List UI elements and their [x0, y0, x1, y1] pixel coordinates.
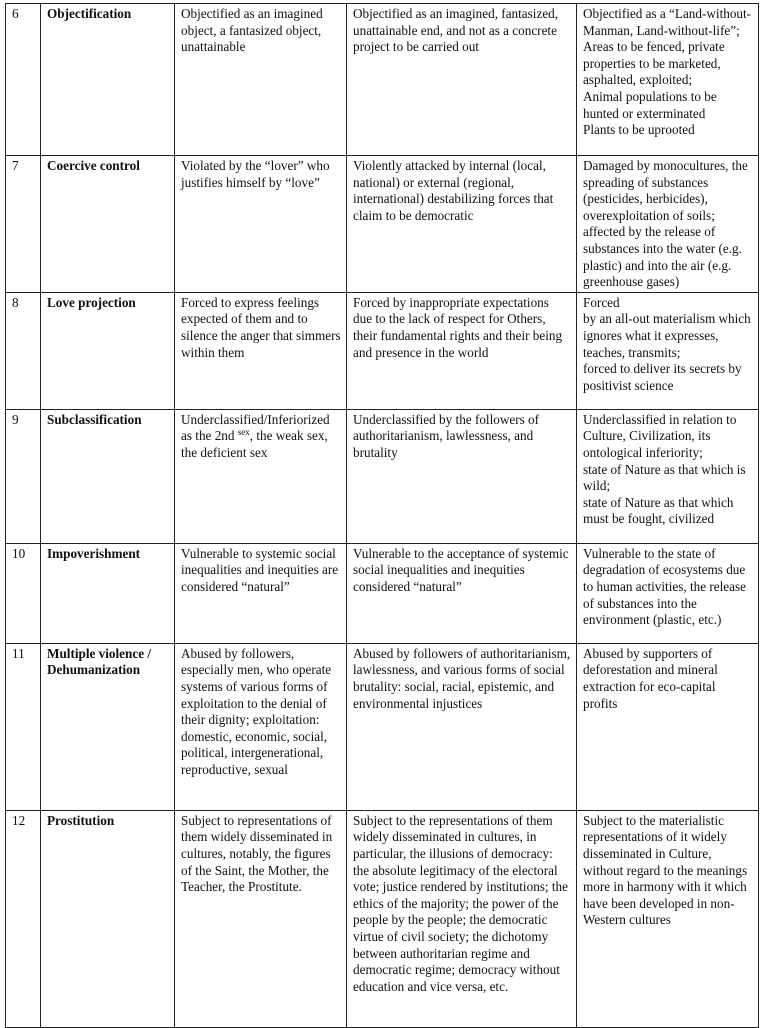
row-term: Multiple violence / Dehumanization [41, 643, 175, 810]
table-row [6, 292, 759, 409]
cell-col-a: Violated by the “lover” who justifies himself by “love” [175, 156, 347, 293]
row-number: 11 [6, 643, 41, 810]
cell-line: forced to deliver its secrets by positivist science [583, 361, 742, 393]
cell-line: Plants to be uprooted [583, 122, 695, 138]
row-number: 7 [6, 156, 41, 293]
row-term: Impoverishment [41, 543, 175, 643]
cell-line: Animal populations to be hunted or exterminated [583, 88, 717, 121]
cell-col-b: Underclassified by the followers of authoritarianism, lawlessness, and brutality [347, 409, 577, 543]
cell-line: by an all-out materialism which ignores what it expresses, teaches, transmits; [583, 311, 751, 360]
cell-line: Subject to the materialistic representations of it widely disseminated in Culture, without regard to the meanings more in harmony with it which have been developed in non-Western cultures [583, 812, 748, 928]
cell-col-a [175, 409, 347, 543]
cell-line: Objectified as a “Land-without-Manman, Land-without-life”; [583, 6, 752, 38]
row-term: Love projection [41, 292, 175, 409]
cell-col-b: Abused by followers of authoritarianism, lawlessness, and various forms of social brutality: social, racial, epistemic, and environmental injustices [347, 643, 577, 810]
table-row [6, 4, 759, 156]
cell-line: Areas to be fenced, private properties to be marketed, asphalted, exploited; [583, 39, 725, 88]
row-number: 9 [6, 409, 41, 543]
cell-col-a: Forced to express feelings expected of them and to silence the anger that simmers within them [175, 292, 347, 409]
cell-text: Underclassified/Inferiorized as the 2nd [181, 411, 330, 444]
row-number: 8 [6, 292, 41, 409]
table-row [6, 643, 759, 810]
row-number: 6 [6, 4, 41, 156]
cell-line: Vulnerable to the state of degradation of ecosystems due to human activities, the release of substances into the environment (plastic, etc.) [583, 545, 746, 628]
cell-line: Underclassified in relation to Culture, Civilization, its ontological inferiority; [583, 411, 737, 460]
row-term: Subclassification [41, 409, 175, 543]
table-row [6, 810, 759, 1027]
cell-line: state of Nature as that which must be fought, civilized [583, 494, 734, 527]
cell-col-c [577, 409, 759, 543]
cell-text: , the weak sex, the deficient sex [181, 428, 328, 460]
cell-col-c [577, 643, 759, 810]
cell-col-a: Abused by followers, especially men, who operate systems of various forms of exploitation to the denial of their dignity; exploitation: domestic, economic, social, political, intergenerational, reproductive, sexual [175, 643, 347, 810]
row-number: 12 [6, 810, 41, 1027]
table-row [6, 156, 759, 293]
cell-col-c [577, 543, 759, 643]
cell-col-a: Objectified as an imagined object, a fantasized object, unattainable [175, 4, 347, 156]
cell-col-b: Subject to the representations of them widely disseminated in cultures, in particular, the illusions of democracy: the absolute legitimacy of the electoral vote; justice rendered by institutions; the ethics of the majority; the power of the people by the people; the democratic virtue of civil society; the dichotomy between authoritarian regime and democratic regime; democracy without education and vice versa, etc. [347, 810, 577, 1027]
cell-col-a: Vulnerable to systemic social inequalities and inequities are considered “natural” [175, 543, 347, 643]
row-term: Objectification [41, 4, 175, 156]
table-row [6, 543, 759, 643]
cell-col-c [577, 810, 759, 1027]
table-row [6, 409, 759, 543]
cell-col-c [577, 156, 759, 293]
row-term: Prostitution [41, 810, 175, 1027]
cell-col-c [577, 4, 759, 156]
cell-line: Abused by supporters of deforestation and mineral extraction for eco-capital profits [583, 645, 718, 711]
cell-line: Damaged by monocultures, the spreading of substances (pesticides, herbicides), overexploitation of soils; affected by the release of substances into the water (e.g. plastic) and into the air (e.g. greenhouse gases) [583, 158, 748, 290]
row-number: 10 [6, 543, 41, 643]
cell-line: Forced [583, 294, 620, 310]
cell-col-b: Vulnerable to the acceptance of systemic social inequalities and inequities considered “natural” [347, 543, 577, 643]
cell-col-b: Violently attacked by internal (local, national) or external (regional, international) destabilizing forces that claim to be democratic [347, 156, 577, 293]
cell-col-c [577, 292, 759, 409]
cell-col-b: Forced by inappropriate expectations due to the lack of respect for Others, their fundamental rights and their being and presence in the world [347, 292, 577, 409]
cell-col-a: Subject to representations of them widely disseminated in cultures, notably, the figures of the Saint, the Mother, the Teacher, the Prostitute. [175, 810, 347, 1027]
violence-comparison-table [5, 3, 759, 1028]
row-term: Coercive control [41, 156, 175, 293]
superscript: sex [237, 427, 250, 438]
cell-line: state of Nature as that which is wild; [583, 461, 746, 494]
cell-col-b: Objectified as an imagined, fantasized, unattainable end, and not as a concrete project to be carried out [347, 4, 577, 156]
